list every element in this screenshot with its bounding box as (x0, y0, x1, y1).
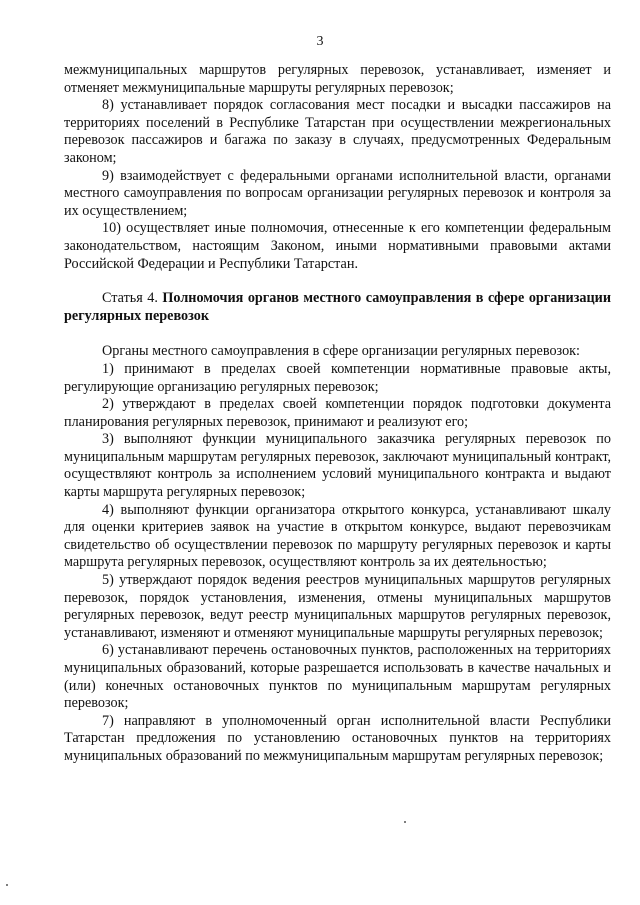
paragraph-item-3: 3) выполняют функции муниципального заказчика регулярных перевозок по муниципальным маршрутам регулярных перевозок, заключают муниципальный контракт, осуществляют контроль за исполнением условий муниципального контракта и выдают карты маршрута регулярных перевозок; (64, 431, 611, 501)
paragraph-item-1: 1) принимают в пределах своей компетенции нормативные правовые акты, регулирующие организацию регулярных перевозок; (64, 360, 611, 395)
paragraph-item-5: 5) утверждают порядок ведения реестров муниципальных маршрутов регулярных перевозок, порядок установления, изменения, отмены муниципальных маршрутов регулярных перевозок, ведут реестр муниципальных маршрутов регулярных перевозок, устанавливают, изменяют и отменяют муниципальные маршруты регулярных перевозок; (64, 572, 611, 641)
article-title: Полномочия органов местного самоуправления в сфере организации регулярных перевозок (64, 290, 612, 324)
paragraph-item-8: 8) устанавливает порядок согласования мест посадки и высадки пассажиров на территориях поселений в Республике Татарстан при осуществлении межрегиональных перевозок пассажиров и багажа по заказу в случаях, предусмотренных Федеральным законом; (64, 97, 611, 166)
paragraph-item-2: 2) утверждают в пределах своей компетенции порядок подготовки документа планирования регулярных перевозок, принимают и реализуют его; (64, 396, 611, 430)
article-label: Статья 4. (102, 290, 158, 307)
paragraph-item-9: 9) взаимодействует с федеральными органами исполнительной власти, органами местного самоуправления по вопросам организации регулярных перевозок и контроля за их осуществлением; (64, 167, 611, 219)
page-number: 3 (316, 34, 324, 49)
scan-speck (404, 821, 406, 823)
document-body (64, 62, 611, 766)
paragraph-continuation: межмуниципальных маршрутов регулярных перевозок, устанавливает, изменяет и отменяет межмуниципальные маршруты регулярных перевозок; (64, 62, 611, 96)
paragraph-item-7: 7) направляют в уполномоченный орган исполнительной власти Республики Татарстан предложения по установлению остановочных пунктов на территориях муниципальных образований по межмуниципальным маршрутам регулярных перевозок; (64, 712, 611, 764)
paragraph-item-6: 6) устанавливают перечень остановочных пунктов, расположенных на территориях муниципальных образований, которые разрешается использовать в качестве начальных и (или) конечных остановочных пунктов по муниципальным маршрутам регулярных перевозок; (64, 642, 611, 712)
scan-speck (6, 884, 8, 886)
article-heading (64, 290, 611, 325)
paragraph-item-4: 4) выполняют функции организатора открытого конкурса, устанавливают шкалу для оценки критериев заявок на участие в открытом конкурсе, выдают перевозчикам свидетельство об осуществлении перевозок по маршруту регулярных перевозок и карты маршрута регулярных перевозок, осуществляют контроль за их деятельностью; (64, 501, 611, 571)
paragraph-intro: Органы местного самоуправления в сфере организации регулярных перевозок: (102, 343, 580, 360)
paragraph-item-10: 10) осуществляет иные полномочия, отнесенные к его компетенции федеральным законодательством, настоящим Законом, иными нормативными правовыми актами Российской Федерации и Республики Татарстан. (64, 220, 611, 272)
